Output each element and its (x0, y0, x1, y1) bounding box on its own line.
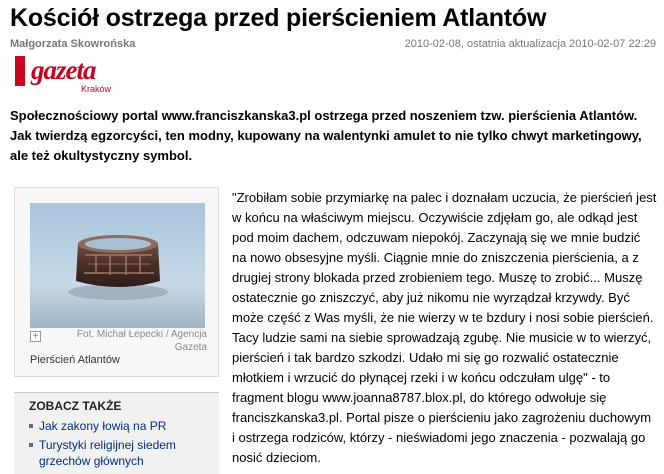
see-also-link[interactable]: Turystyki religijnej siedem grzechów głównych (29, 437, 209, 469)
see-also-link[interactable]: Jak zakony łowią na PR (29, 418, 209, 434)
article-lead: Społecznościowy portal www.franciszkanska3.pl ostrzega przed noszeniem tzw. pierścienia Atlantów. Jak twierdzą egzorcyści, ten modny, kupowany na walentynki amulet to nie tylko chwyt marketingowy, ale też okultystyczny symbol. (10, 108, 642, 163)
article-author[interactable]: Małgorzata Skowrońska (10, 38, 136, 50)
photo-box (14, 187, 219, 377)
logo-city: Kraków (81, 84, 112, 94)
see-also-title: ZOBACZ TAKŻE (29, 399, 122, 413)
photo-caption: Pierścień Atlantów (30, 354, 120, 366)
see-also-list (29, 418, 209, 472)
gazeta-logo[interactable] (15, 55, 125, 95)
logo-word: gazeta (31, 55, 96, 85)
article-dates: 2010-02-08, ostatnia aktualizacja 2010-02-07 22:29 (404, 38, 656, 50)
article-headline: Kościół ostrzega przed pierścieniem Atlantów (10, 4, 547, 32)
photo-credit: Fot. Michał Łepecki / Agencja Gazeta (76, 329, 207, 353)
article-body: "Zrobiłam sobie przymiarkę na palec i doznałam uczucia, że pierścień jest w końcu na właściwym miejscu. Oczywiście zdjęłam go, ale odkąd jest pod moim dachem, odczuwam niepokój. Zaczynają się we mnie budzić na nowo obsesyjne myśli. Ciągnie mnie do zniszczenia pierścienia, a z drugiej strony blokada przed zrobieniem tego. Muszę to zrobić... Muszę ostatecznie go zniszczyć, aby już nikomu nie wyrządzał krzywdy. Być może część z Was myśli, że nie wierzy w te bzdury i nosi sobie pierścień. Tacy ludzie sami na siebie sprowadzają zgubę. Nie musicie w to wierzyć, pierścień i tak bardzo szkodzi. Udało mi się go rozwalić ostatecznie młotkiem i wrzucić do płynącej rzeki i w końcu odczułam ulgę" - to fragment blogu www.joanna8787.blox.pl, do którego odwołuje się franciszkanska3.pl. Portal pisze o pierścieniu jako zagrożeniu duchowym i ostrzega rodziców, którzy - nieświadomi jego znaczenia - pozwalają go nosić dzieciom. (232, 190, 657, 465)
zoom-plus-icon[interactable]: + (30, 331, 41, 342)
logo-mark (15, 56, 25, 86)
ring-photo[interactable] (30, 203, 205, 328)
see-also-box (14, 392, 219, 474)
ring-image (30, 203, 205, 328)
